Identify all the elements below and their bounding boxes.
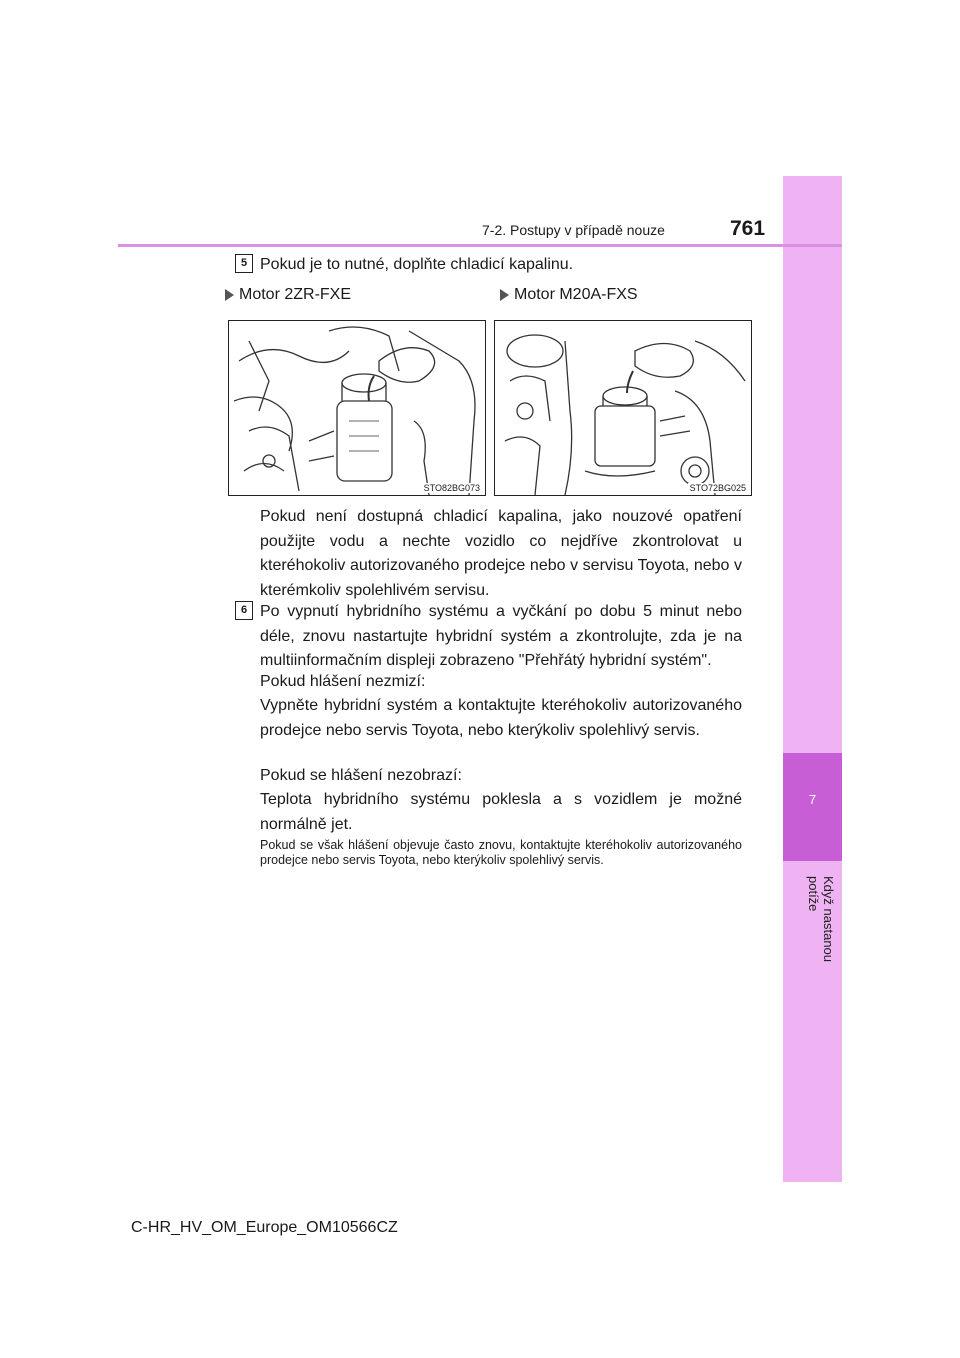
emergency-water-paragraph: Pokud není dostupná chladicí kapalina, jako nouzové opatření použijte vodu a nechte vozidlo co nejdříve zkontrolovat u kteréhokoliv autorizovaného prodejce nebo v servisu Toyota, nebo v kterémkoliv spolehlivém servisu. bbox=[260, 508, 742, 599]
step-5-text: Pokud je to nutné, doplňte chladicí kapalinu. bbox=[260, 256, 574, 273]
coolant-refill-drawing bbox=[229, 321, 485, 495]
case-2-text: Teplota hybridního systému poklesla a s vozidlem je možné normálně jet. bbox=[260, 791, 742, 833]
document-code: C-HR_HV_OM_Europe_OM10566CZ bbox=[131, 1219, 398, 1236]
header-rule bbox=[118, 244, 842, 247]
step-number-badge: 5 bbox=[235, 254, 253, 273]
case-2-title: Pokud se hlášení nezobrazí: bbox=[260, 767, 462, 784]
figure-right-label-text: Motor M20A-FXS bbox=[514, 286, 638, 303]
triangle-bullet-icon bbox=[500, 289, 509, 301]
step-number-badge: 6 bbox=[235, 601, 253, 620]
figure-left-code: STO82BG073 bbox=[423, 483, 480, 493]
figure-right-code: STO72BG025 bbox=[689, 483, 746, 493]
note-text: Pokud se však hlášení objevuje často znovu, kontaktujte kteréhokoliv autorizovaného prodejce nebo servis Toyota, nebo kterýkoliv spolehlivý servis. bbox=[260, 838, 742, 867]
step-6-text: Po vypnutí hybridního systému a vyčkání po dobu 5 minut nebo déle, znovu nastartujte hybridní systém a zkontrolujte, zda je na multiinformačním displeji zobrazeno "Přehřátý hybridní systém". bbox=[260, 603, 742, 669]
case-1-title: Pokud hlášení nezmizí: bbox=[260, 673, 426, 690]
coolant-refill-drawing bbox=[495, 321, 751, 495]
chapter-title: Když nastanou potíže bbox=[806, 876, 836, 963]
figure-right-label bbox=[500, 286, 638, 304]
engine-illustration-2zr bbox=[228, 320, 486, 496]
triangle-bullet-icon bbox=[225, 289, 234, 301]
chapter-side-tab bbox=[783, 176, 842, 1182]
case-1-text: Vypněte hybridní systém a kontaktujte kteréhokoliv autorizovaného prodejce nebo servis Toyota, nebo kterýkoliv spolehlivý servis. bbox=[260, 697, 742, 739]
page-number: 761 bbox=[730, 217, 766, 240]
engine-illustration-m20a bbox=[494, 320, 752, 496]
chapter-number-tab bbox=[783, 753, 842, 861]
figure-left-label bbox=[225, 286, 351, 304]
figure-left-label-text: Motor 2ZR-FXE bbox=[239, 286, 352, 303]
section-title: 7-2. Postupy v případě nouze bbox=[482, 222, 665, 238]
chapter-number: 7 bbox=[808, 792, 817, 807]
